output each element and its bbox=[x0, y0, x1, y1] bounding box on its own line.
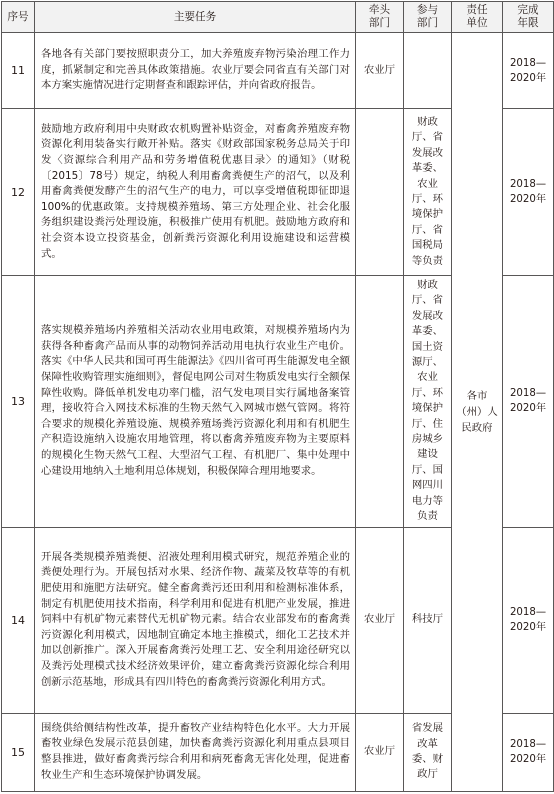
lead-dept: 农业厅 bbox=[356, 713, 404, 791]
completion-year: 2018— 2020年 bbox=[503, 33, 554, 109]
task-text: 落实规模养殖场内养殖相关活动农业用电政策，对规模养殖场内为获得各种畜禽产品而从事的动物饲养活动用电执行农业生产电价。落实《中华人民共和国可再生能源法》《四川省可再生能源发电全额保障性收购管理实施细则》，督促电网公司对生物质发电实行全额保障性收购。降低单机发电功率门槛，沼气发电项目实行属地备案管理，接收符合入网技术标准的生物天然气入网城市燃气管网。将符合要求的规模化养殖设施、规模养殖场粪污资源化利用和有机肥生产积造设施纳入设施农用地管理，将以畜禽养殖废弃物为主要原料的规模化生物天然气工程、大型沼气工程、有机肥厂、集中处理中心建设用地纳入土地利用总体规划，积极保障合理用地要求。 bbox=[35, 276, 356, 528]
completion-year: 2018— 2020年 bbox=[503, 713, 554, 791]
lead-dept: 农业厅 bbox=[356, 33, 404, 109]
table-row bbox=[2, 33, 554, 109]
task-text: 开展各类规模养殖粪便、沼液处理利用模式研究，规范养殖企业的粪便处理行为。开展包括对水果、经济作物、蔬菜及牧草等的有机肥使用和施肥方法研究。健全畜禽粪污还田利用和检测标准体系，制定有机肥使用技术指南，科学利用和促进有机肥产业发展，推进饲料中有机矿物元素替代无机矿物元素。结合农业部发布的畜禽粪污资源化利用模式，因地制宜确定本地主推模式，细化工艺技术并加以创新推广。深入开展畜禽粪污处理工艺、安全利用途径研究以及粪污处理模式技术经济效果评价，建立畜禽粪污资源化综合利用创新示范基地，形成具有四川特色的畜禽粪污资源化利用方式。 bbox=[35, 527, 356, 713]
participating-dept: 财政厅、省发展改革委、农业厅、环境保护厅、省国税局等负责 bbox=[404, 109, 452, 276]
task-text: 围绕供给侧结构性改革，提升畜牧产业结构特色化水平。大力开展畜牧业绿色发展示范县创建，加快畜禽粪污资源化利用重点县项目整县推进，做好畜禽粪污综合利用和病死畜禽无害化处理，促进畜牧业生产和生态环境保护协调发展。 bbox=[35, 713, 356, 791]
row-number: 15 bbox=[2, 713, 35, 791]
row-number: 13 bbox=[2, 276, 35, 528]
task-text: 鼓励地方政府利用中央财政农机购置补贴资金，对畜禽养殖废弃物资源化利用装备实行敞开补贴。落实《财政部国家税务总局关于印发〈资源综合利用产品和劳务增值税优惠目录〉的通知》（财税〔2015〕78号）规定，纳税人利用畜禽粪便生产的沼气，以及利用畜禽粪便发酵产生的沼气生产的电力，可以享受增值税即征即退100%的优惠政策。支持规模养殖场、第三方处理企业、社会化服务组织建设粪污处理设施，积极推广使用有机肥。鼓励地方政府和社会资本设立投资基金，创新粪污资源化利用设施建设和运营模式。 bbox=[35, 109, 356, 276]
task-text: 各地各有关部门要按照职责分工，加大养殖废弃物污染治理工作力度，抓紧制定和完善具体政策措施。农业厅要会同省直有关部门对本方案实施情况进行定期督查和跟踪评估，并向省政府报告。 bbox=[35, 33, 356, 109]
completion-year: 2018— 2020年 bbox=[503, 276, 554, 528]
completion-year: 2018— 2020年 bbox=[503, 527, 554, 713]
lead-dept: 农业厅 bbox=[356, 527, 404, 713]
header-lead-dept: 牵头 部门 bbox=[356, 2, 404, 33]
header-participating-dept: 参与 部门 bbox=[404, 2, 452, 33]
participating-dept: 科技厅 bbox=[404, 527, 452, 713]
task-table bbox=[1, 1, 554, 792]
completion-year: 2018— 2020年 bbox=[503, 109, 554, 276]
header-responsible-unit: 责任 单位 bbox=[452, 2, 503, 33]
row-number: 14 bbox=[2, 527, 35, 713]
header-completion-year: 完成 年限 bbox=[503, 2, 554, 33]
table-header-row bbox=[2, 2, 554, 33]
participating-dept bbox=[404, 33, 452, 109]
header-no: 序号 bbox=[2, 2, 35, 33]
lead-dept bbox=[356, 109, 404, 276]
participating-dept: 财政厅、省发展改革委、国土资源厅、农业厅、环境保护厅、住房城乡建设厅、国网四川电力等负责 bbox=[404, 276, 452, 528]
lead-dept bbox=[356, 276, 404, 528]
responsible-unit: 各市 （州）人 民政府 bbox=[452, 33, 503, 792]
row-number: 12 bbox=[2, 109, 35, 276]
row-number: 11 bbox=[2, 33, 35, 109]
participating-dept: 省发展改革委、财政厅 bbox=[404, 713, 452, 791]
header-task: 主要任务 bbox=[35, 2, 356, 33]
